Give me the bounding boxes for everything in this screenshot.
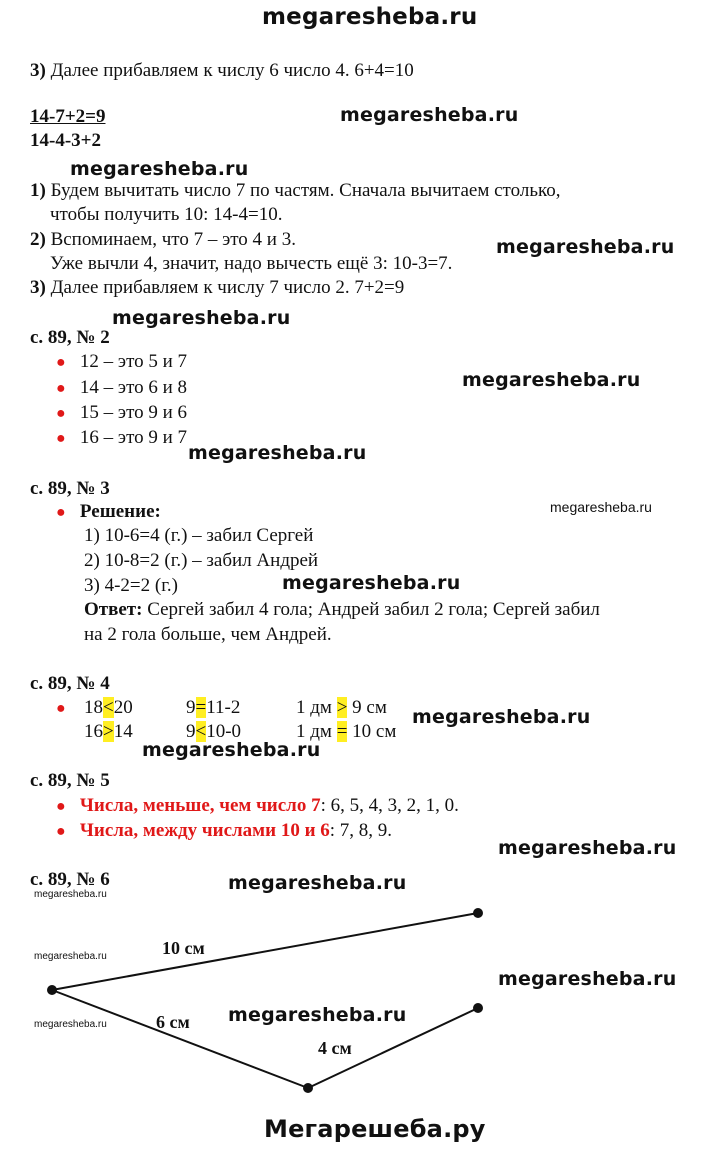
task3-answer-line1: Ответ: Сергей забил 4 гола; Андрей забил 2 гола; Сергей забил [84, 599, 600, 620]
comparison: 18<20 [84, 697, 133, 718]
label-6cm: 6 см [156, 1012, 190, 1032]
step-number: 3) [30, 277, 46, 298]
comparison: 9=11-2 [186, 697, 241, 718]
bullet-icon: ● [56, 354, 66, 371]
label-10cm: 10 см [162, 938, 205, 958]
task5-item: ● Числа, между числами 10 и 6: 7, 8, 9. [56, 820, 393, 841]
watermark: megaresheba.ru [112, 307, 291, 329]
watermark: megaresheba.ru [34, 1019, 107, 1030]
bullet-icon: ● [56, 798, 66, 815]
watermark: megaresheba.ru [550, 499, 652, 515]
point [473, 908, 483, 918]
task3-line: 2) 10-8=2 (г.) – забил Андрей [84, 550, 319, 571]
task2-item: ● 12 – это 5 и 7 [56, 351, 188, 372]
task3-line: 1) 10-6=4 (г.) – забил Сергей [84, 525, 314, 546]
watermark: megaresheba.ru [70, 158, 249, 180]
watermark: megaresheba.ru [462, 369, 641, 391]
equation-2: 14-4-3+2 [30, 130, 101, 151]
equation-1: 14-7+2=9 [30, 106, 106, 127]
site-title: megaresheba.ru [262, 4, 478, 30]
comparison: 1 дм > 9 см [296, 697, 387, 718]
comparison: 16>14 [84, 721, 133, 742]
step-text: Будем вычитать число 7 по частям. Сначала вычитаем столько, [50, 180, 561, 201]
bullet-icon: ● [56, 823, 66, 840]
block2-step1-line2: чтобы получить 10: 14-4=10. [50, 204, 283, 225]
watermark: megaresheba.ru [282, 572, 461, 594]
watermark: megaresheba.ru [34, 889, 107, 900]
watermark: megaresheba.ru [498, 837, 677, 859]
step-number: 2) [30, 229, 46, 250]
watermark: megaresheba.ru [496, 236, 675, 258]
bullet-icon: ● [56, 504, 66, 521]
point [473, 1003, 483, 1013]
step-text: Вспоминаем, что 7 – это 4 и 3. [50, 229, 296, 250]
watermark: megaresheba.ru [228, 1004, 407, 1026]
task3-line: 3) 4-2=2 (г.) [84, 575, 178, 596]
segment-10cm [52, 913, 478, 990]
step-text: Далее прибавляем к числу 7 число 2. 7+2=9 [50, 277, 405, 298]
watermark: megaresheba.ru [188, 442, 367, 464]
watermark: megaresheba.ru [340, 104, 519, 126]
comparison: 1 дм = 10 см [296, 721, 397, 742]
task2-item: ● 16 – это 9 и 7 [56, 427, 188, 448]
step-number: 3) [30, 60, 46, 81]
watermark: megaresheba.ru [142, 739, 321, 761]
watermark: megaresheba.ru [34, 951, 107, 962]
point [47, 985, 57, 995]
step-text: Далее прибавляем к числу 6 число 4. 6+4=10 [50, 60, 414, 81]
block2-step2-line2: Уже вычли 4, значит, надо вычесть ещё 3: 10-3=7. [50, 253, 453, 274]
task3-solution-label: ● Решение: [56, 501, 161, 522]
task2-heading: с. 89, № 2 [30, 327, 110, 348]
footer-brand: Мегарешеба.ру [264, 1115, 486, 1143]
task4-heading: с. 89, № 4 [30, 673, 110, 694]
watermark: megaresheba.ru [412, 706, 591, 728]
watermark: megaresheba.ru [498, 968, 677, 990]
point [303, 1083, 313, 1093]
bullet-icon: ● [56, 380, 66, 397]
bullet-icon: ● [56, 405, 66, 422]
task3-answer-line2: на 2 гола больше, чем Андрей. [84, 624, 332, 645]
task5-heading: с. 89, № 5 [30, 770, 110, 791]
bullet-icon: ● [56, 700, 66, 717]
comparison: 9<10-0 [186, 721, 242, 742]
step-number: 1) [30, 180, 46, 201]
label-4cm: 4 см [318, 1038, 352, 1058]
task2-item: ● 15 – это 9 и 6 [56, 402, 188, 423]
task3-heading: с. 89, № 3 [30, 478, 110, 499]
watermark: megaresheba.ru [228, 872, 407, 894]
task6-heading: с. 89, № 6 [30, 869, 110, 890]
task2-item: ● 14 – это 6 и 8 [56, 377, 188, 398]
bullet-icon: ● [56, 430, 66, 447]
task5-item: ● Числа, меньше, чем число 7: 6, 5, 4, 3, 2, 1, 0. [56, 795, 459, 816]
